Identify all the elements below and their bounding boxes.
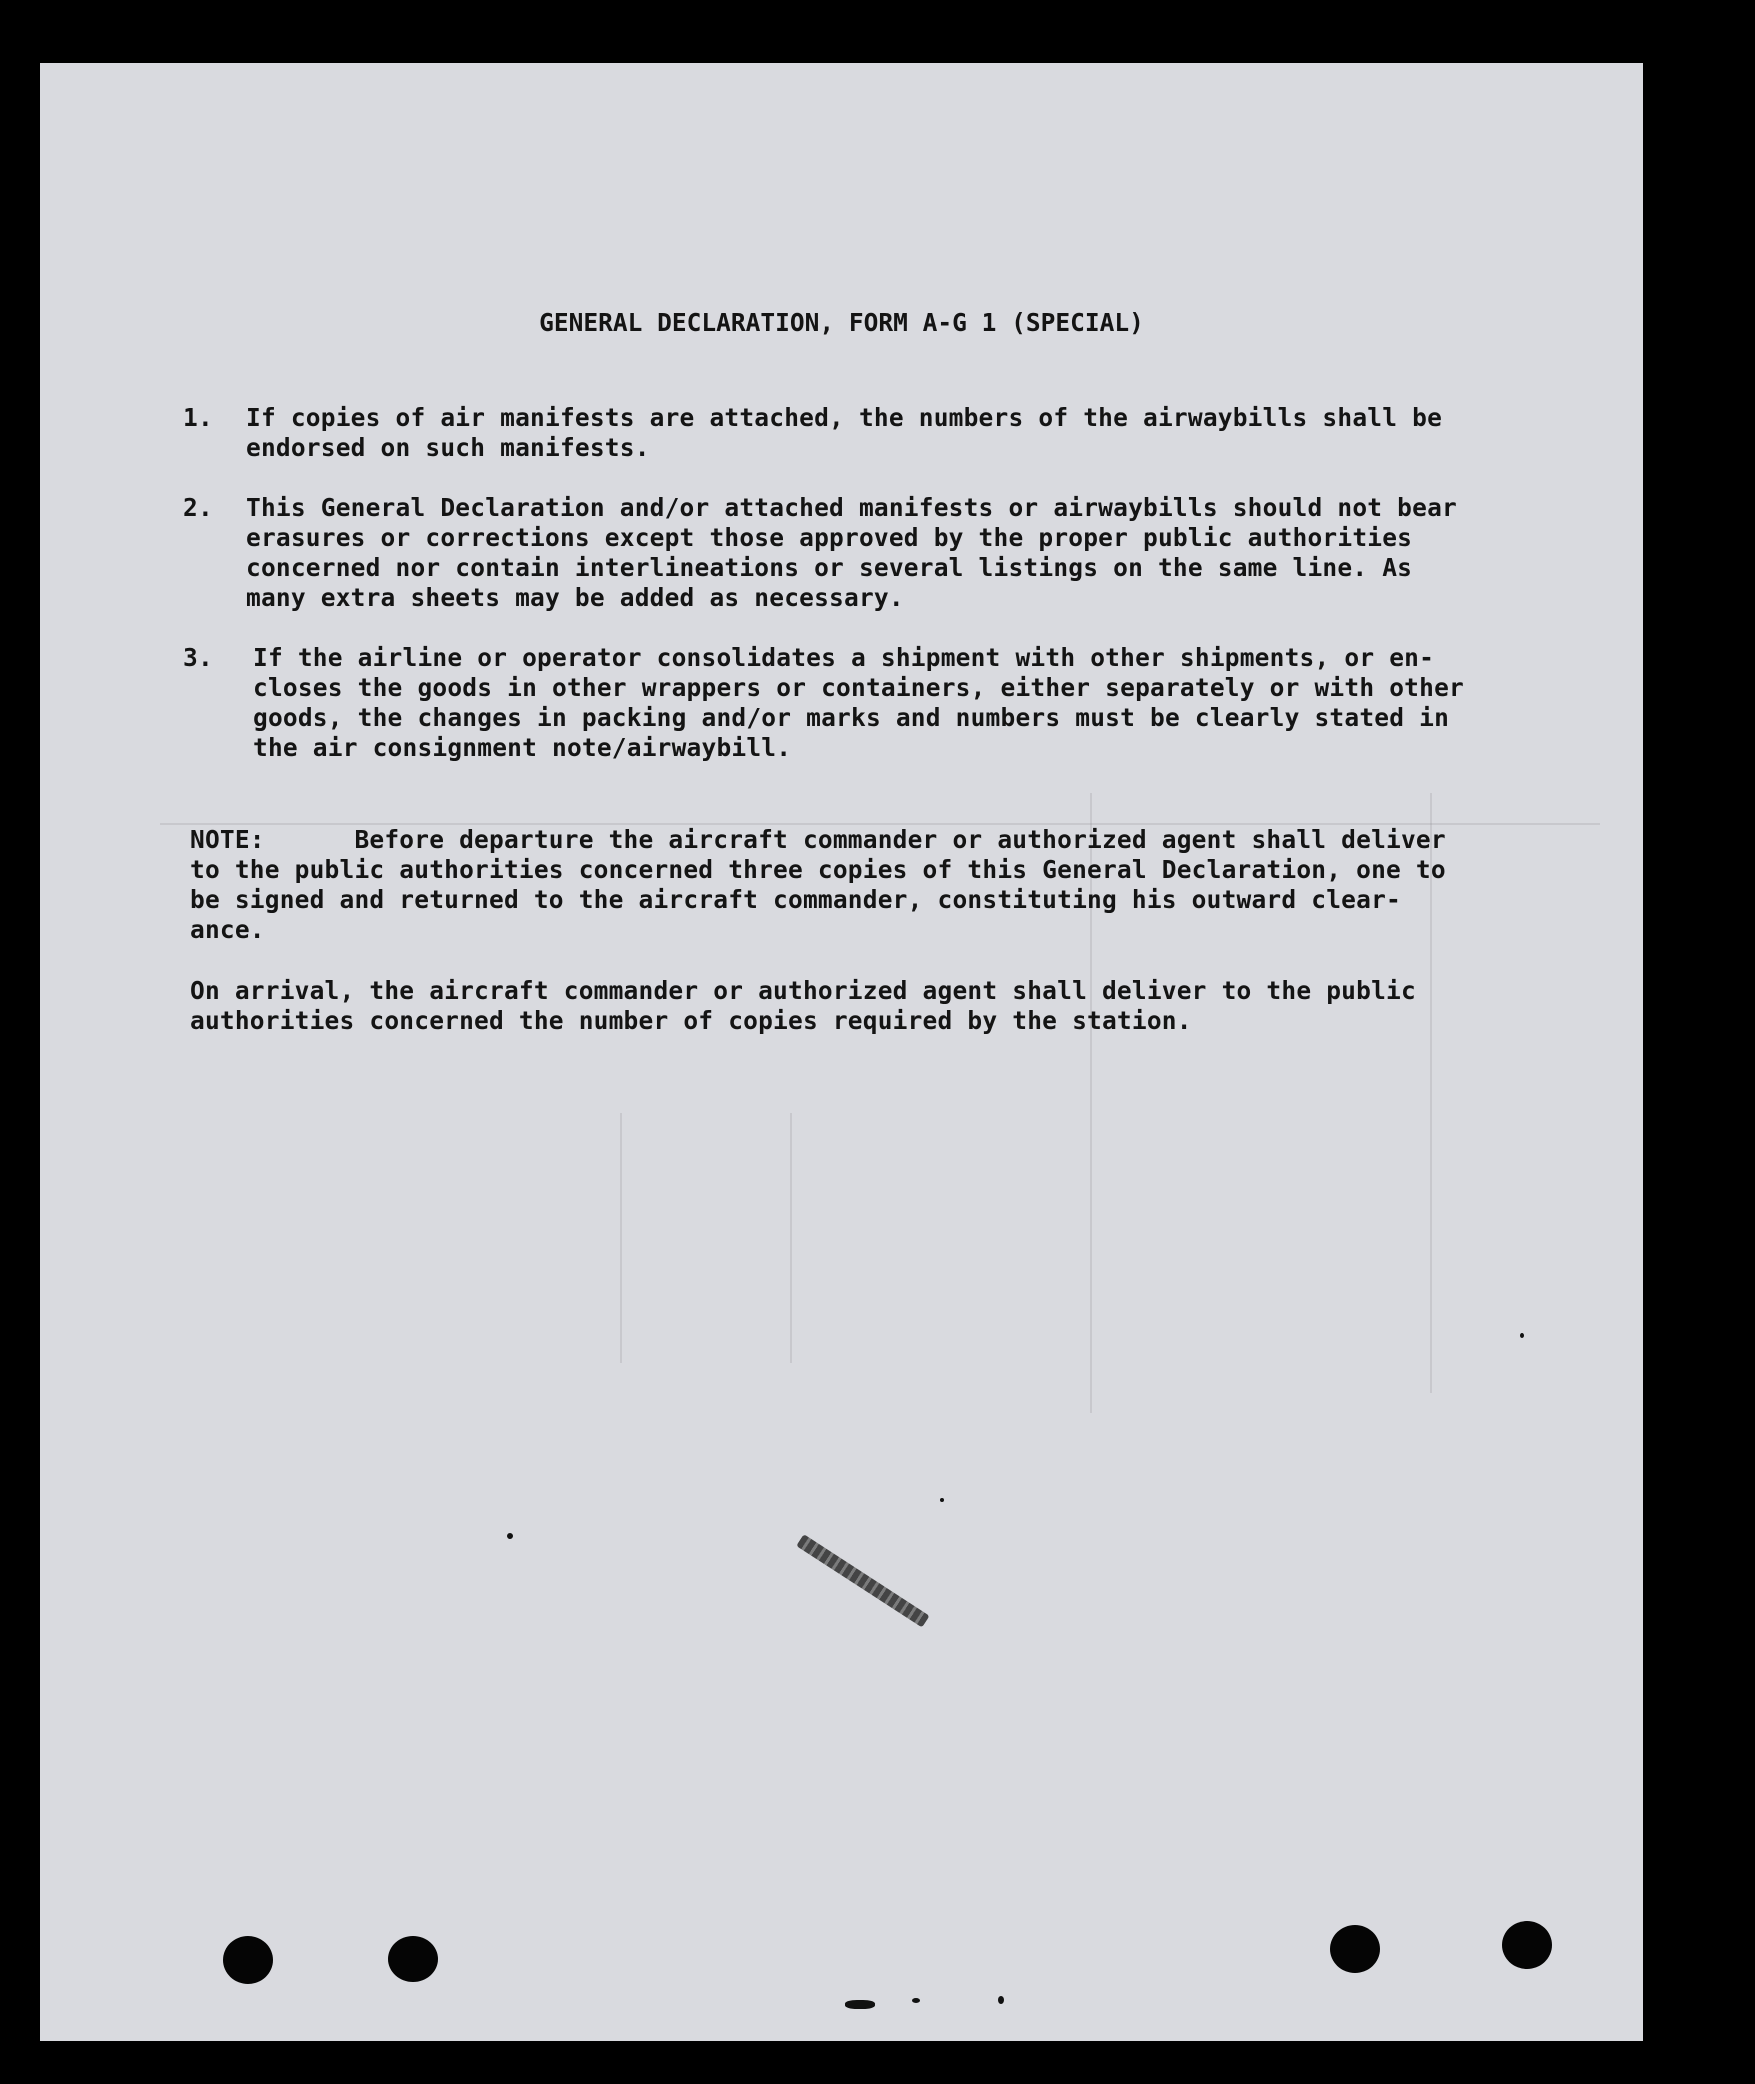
ink-speck bbox=[998, 1996, 1004, 2004]
page-title: GENERAL DECLARATION, FORM A-G 1 (SPECIAL) bbox=[539, 308, 1144, 337]
punch-hole bbox=[388, 1936, 438, 1982]
punch-hole bbox=[223, 1936, 273, 1984]
show-through-rule bbox=[620, 1113, 622, 1363]
show-through-rule bbox=[790, 1113, 792, 1363]
list-item-text: If the airline or operator consolidates a shipment with other shipments, or en- closes the goods in other wrappers or containers, either separately or with other goods, the changes in packing and/or marks and numbers must be clearly stated in the air consignment note/airwaybill. bbox=[253, 643, 1464, 762]
paper-sheet bbox=[40, 63, 1643, 2041]
list-item-text: If copies of air manifests are attached, the numbers of the airwaybills shall be endorsed on such manifests. bbox=[246, 403, 1443, 462]
ink-speck bbox=[1520, 1333, 1524, 1338]
list-item-text: This General Declaration and/or attached manifests or airwaybills should not bear erasures or corrections except those approved by the proper public authorities concerned nor contain interlineations or several listings on the same line. As many extra sheets may be added as necessary. bbox=[246, 493, 1457, 612]
ink-speck bbox=[845, 2000, 875, 2009]
ink-speck bbox=[940, 1498, 944, 1502]
note-paragraph: NOTE: Before departure the aircraft commander or authorized agent shall deliver to the public authorities concerned three copies of this General Declaration, one to be signed and returned to the aircraft commander, constituting his outward clear- ance. bbox=[190, 825, 1446, 944]
punch-hole bbox=[1330, 1925, 1380, 1973]
list-item-number: 3. bbox=[183, 643, 213, 672]
ink-speck bbox=[507, 1533, 513, 1539]
arrival-paragraph: On arrival, the aircraft commander or authorized agent shall deliver to the public authorities concerned the number of copies required by the station. bbox=[190, 976, 1416, 1035]
list-item-number: 2. bbox=[183, 493, 213, 522]
stamp-smudge bbox=[796, 1534, 929, 1627]
punch-hole bbox=[1502, 1921, 1552, 1969]
list-item-number: 1. bbox=[183, 403, 213, 432]
ink-speck bbox=[912, 1998, 920, 2003]
